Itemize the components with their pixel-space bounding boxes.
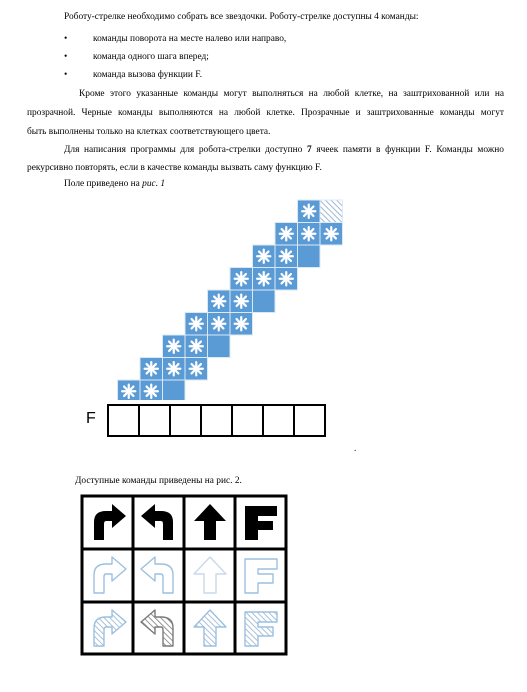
forward-arrow-icon — [194, 557, 226, 593]
star-icon — [167, 362, 180, 375]
field-cell — [208, 313, 231, 336]
command-black-turn-left[interactable] — [141, 504, 173, 540]
turn-left-icon — [141, 610, 173, 646]
commands-grid — [80, 494, 290, 656]
memory-cells-count: 7 — [307, 145, 312, 155]
command-outline-forward[interactable] — [194, 557, 226, 593]
bullet-symbol: • — [64, 34, 68, 44]
bullet-symbol: • — [64, 52, 68, 62]
command-hatched-turn-right[interactable] — [94, 610, 126, 646]
trailing-dot: . — [354, 443, 357, 453]
star-icon — [167, 340, 180, 353]
star-icon — [145, 385, 158, 398]
field-cell — [275, 268, 298, 291]
star-icon — [212, 295, 225, 308]
para2-line3: быть выполнены только на клетках соответствующего цвета. — [27, 127, 271, 137]
function-slot[interactable] — [293, 404, 326, 437]
bullet-text-function: команда вызова функции F. — [93, 70, 203, 80]
turn-right-icon — [94, 504, 126, 540]
star-icon — [257, 250, 270, 263]
star-icon — [302, 227, 315, 240]
para3-text-a: Для написания программы для робота-стрелки доступно — [64, 145, 308, 155]
field-cell — [253, 268, 276, 291]
star-icon — [190, 340, 203, 353]
star-icon — [212, 317, 225, 330]
function-slots — [107, 404, 326, 437]
field-cell — [253, 290, 276, 313]
command-black-call-f[interactable] — [245, 506, 277, 540]
forward-arrow-icon — [194, 504, 226, 540]
function-f-icon — [245, 612, 277, 646]
function-slot[interactable] — [200, 404, 233, 437]
turn-left-icon — [141, 504, 173, 540]
field-cell — [253, 245, 276, 268]
field-cells — [95, 200, 343, 400]
field-cell — [118, 380, 141, 400]
field-cell — [208, 335, 231, 358]
field-cell — [298, 223, 321, 246]
field-cell — [320, 200, 343, 223]
function-slot[interactable] — [262, 404, 295, 437]
field-cell — [230, 313, 253, 336]
turn-right-icon — [94, 610, 126, 646]
function-label: F — [86, 410, 96, 427]
star-icon — [122, 385, 135, 398]
star-icon — [325, 227, 338, 240]
field-cell — [163, 335, 186, 358]
field-cell — [185, 313, 208, 336]
field-caption-text: Поле приведено на — [64, 179, 143, 189]
field-cell — [185, 358, 208, 381]
function-f-icon — [245, 559, 277, 593]
commands-caption: Доступные команды приведены на рис. 2. — [75, 476, 242, 486]
star-icon — [235, 317, 248, 330]
star-icon — [145, 362, 158, 375]
field-cell — [298, 245, 321, 268]
para3-text-b: ячеек памяти в функции F. Команды можно — [311, 145, 504, 155]
para2-line2: прозрачной. Черные команды выполняются на любой клетке. Прозрачные и заштрихованные команды могут — [27, 108, 504, 118]
command-black-forward[interactable] — [194, 504, 226, 540]
field-cell — [185, 335, 208, 358]
star-icon — [190, 362, 203, 375]
star-icon — [235, 295, 248, 308]
para3-line2: рекурсивно повторять, если в качестве команды вызвать саму функцию F. — [27, 163, 322, 173]
function-slot[interactable] — [107, 404, 140, 437]
function-f-icon — [245, 506, 277, 540]
field-cell — [230, 290, 253, 313]
field-cell — [163, 358, 186, 381]
field-cell — [140, 358, 163, 381]
command-outline-call-f[interactable] — [245, 559, 277, 593]
field-cell — [275, 245, 298, 268]
field-cell — [208, 290, 231, 313]
bullet-symbol: • — [64, 70, 68, 80]
command-hatched-forward[interactable] — [194, 610, 226, 646]
field-cell — [163, 380, 186, 400]
command-black-turn-right[interactable] — [94, 504, 126, 540]
star-icon — [280, 250, 293, 263]
turn-right-icon — [94, 557, 126, 593]
bullet-text-turn: команды поворота на месте налево или направо, — [93, 34, 287, 44]
field-cell — [275, 223, 298, 246]
field-cell — [320, 223, 343, 246]
star-icon — [257, 272, 270, 285]
field-cell — [230, 268, 253, 291]
command-outline-turn-left[interactable] — [141, 557, 173, 593]
command-hatched-call-f[interactable] — [245, 612, 277, 646]
field-caption-figure: рис. 1 — [142, 179, 166, 189]
star-icon — [280, 272, 293, 285]
field-cell — [298, 200, 321, 223]
function-slot[interactable] — [138, 404, 171, 437]
forward-arrow-icon — [194, 610, 226, 646]
intro-text: Роботу-стрелке необходимо собрать все звездочки. Роботу-стрелке доступны 4 команды: — [64, 12, 419, 22]
star-icon — [302, 205, 315, 218]
bullet-text-forward: команда одного шага вперед; — [93, 52, 209, 62]
function-slot[interactable] — [169, 404, 202, 437]
turn-left-icon — [141, 557, 173, 593]
field-cell — [140, 380, 163, 400]
command-hatched-turn-left[interactable] — [141, 610, 173, 646]
command-outline-turn-right[interactable] — [94, 557, 126, 593]
function-slot[interactable] — [231, 404, 264, 437]
star-icon — [190, 317, 203, 330]
star-icon — [280, 227, 293, 240]
star-icon — [235, 272, 248, 285]
para2-line1: Кроме этого указанные команды могут выполняться на любой клетке, на заштрихованной или на — [79, 89, 504, 99]
